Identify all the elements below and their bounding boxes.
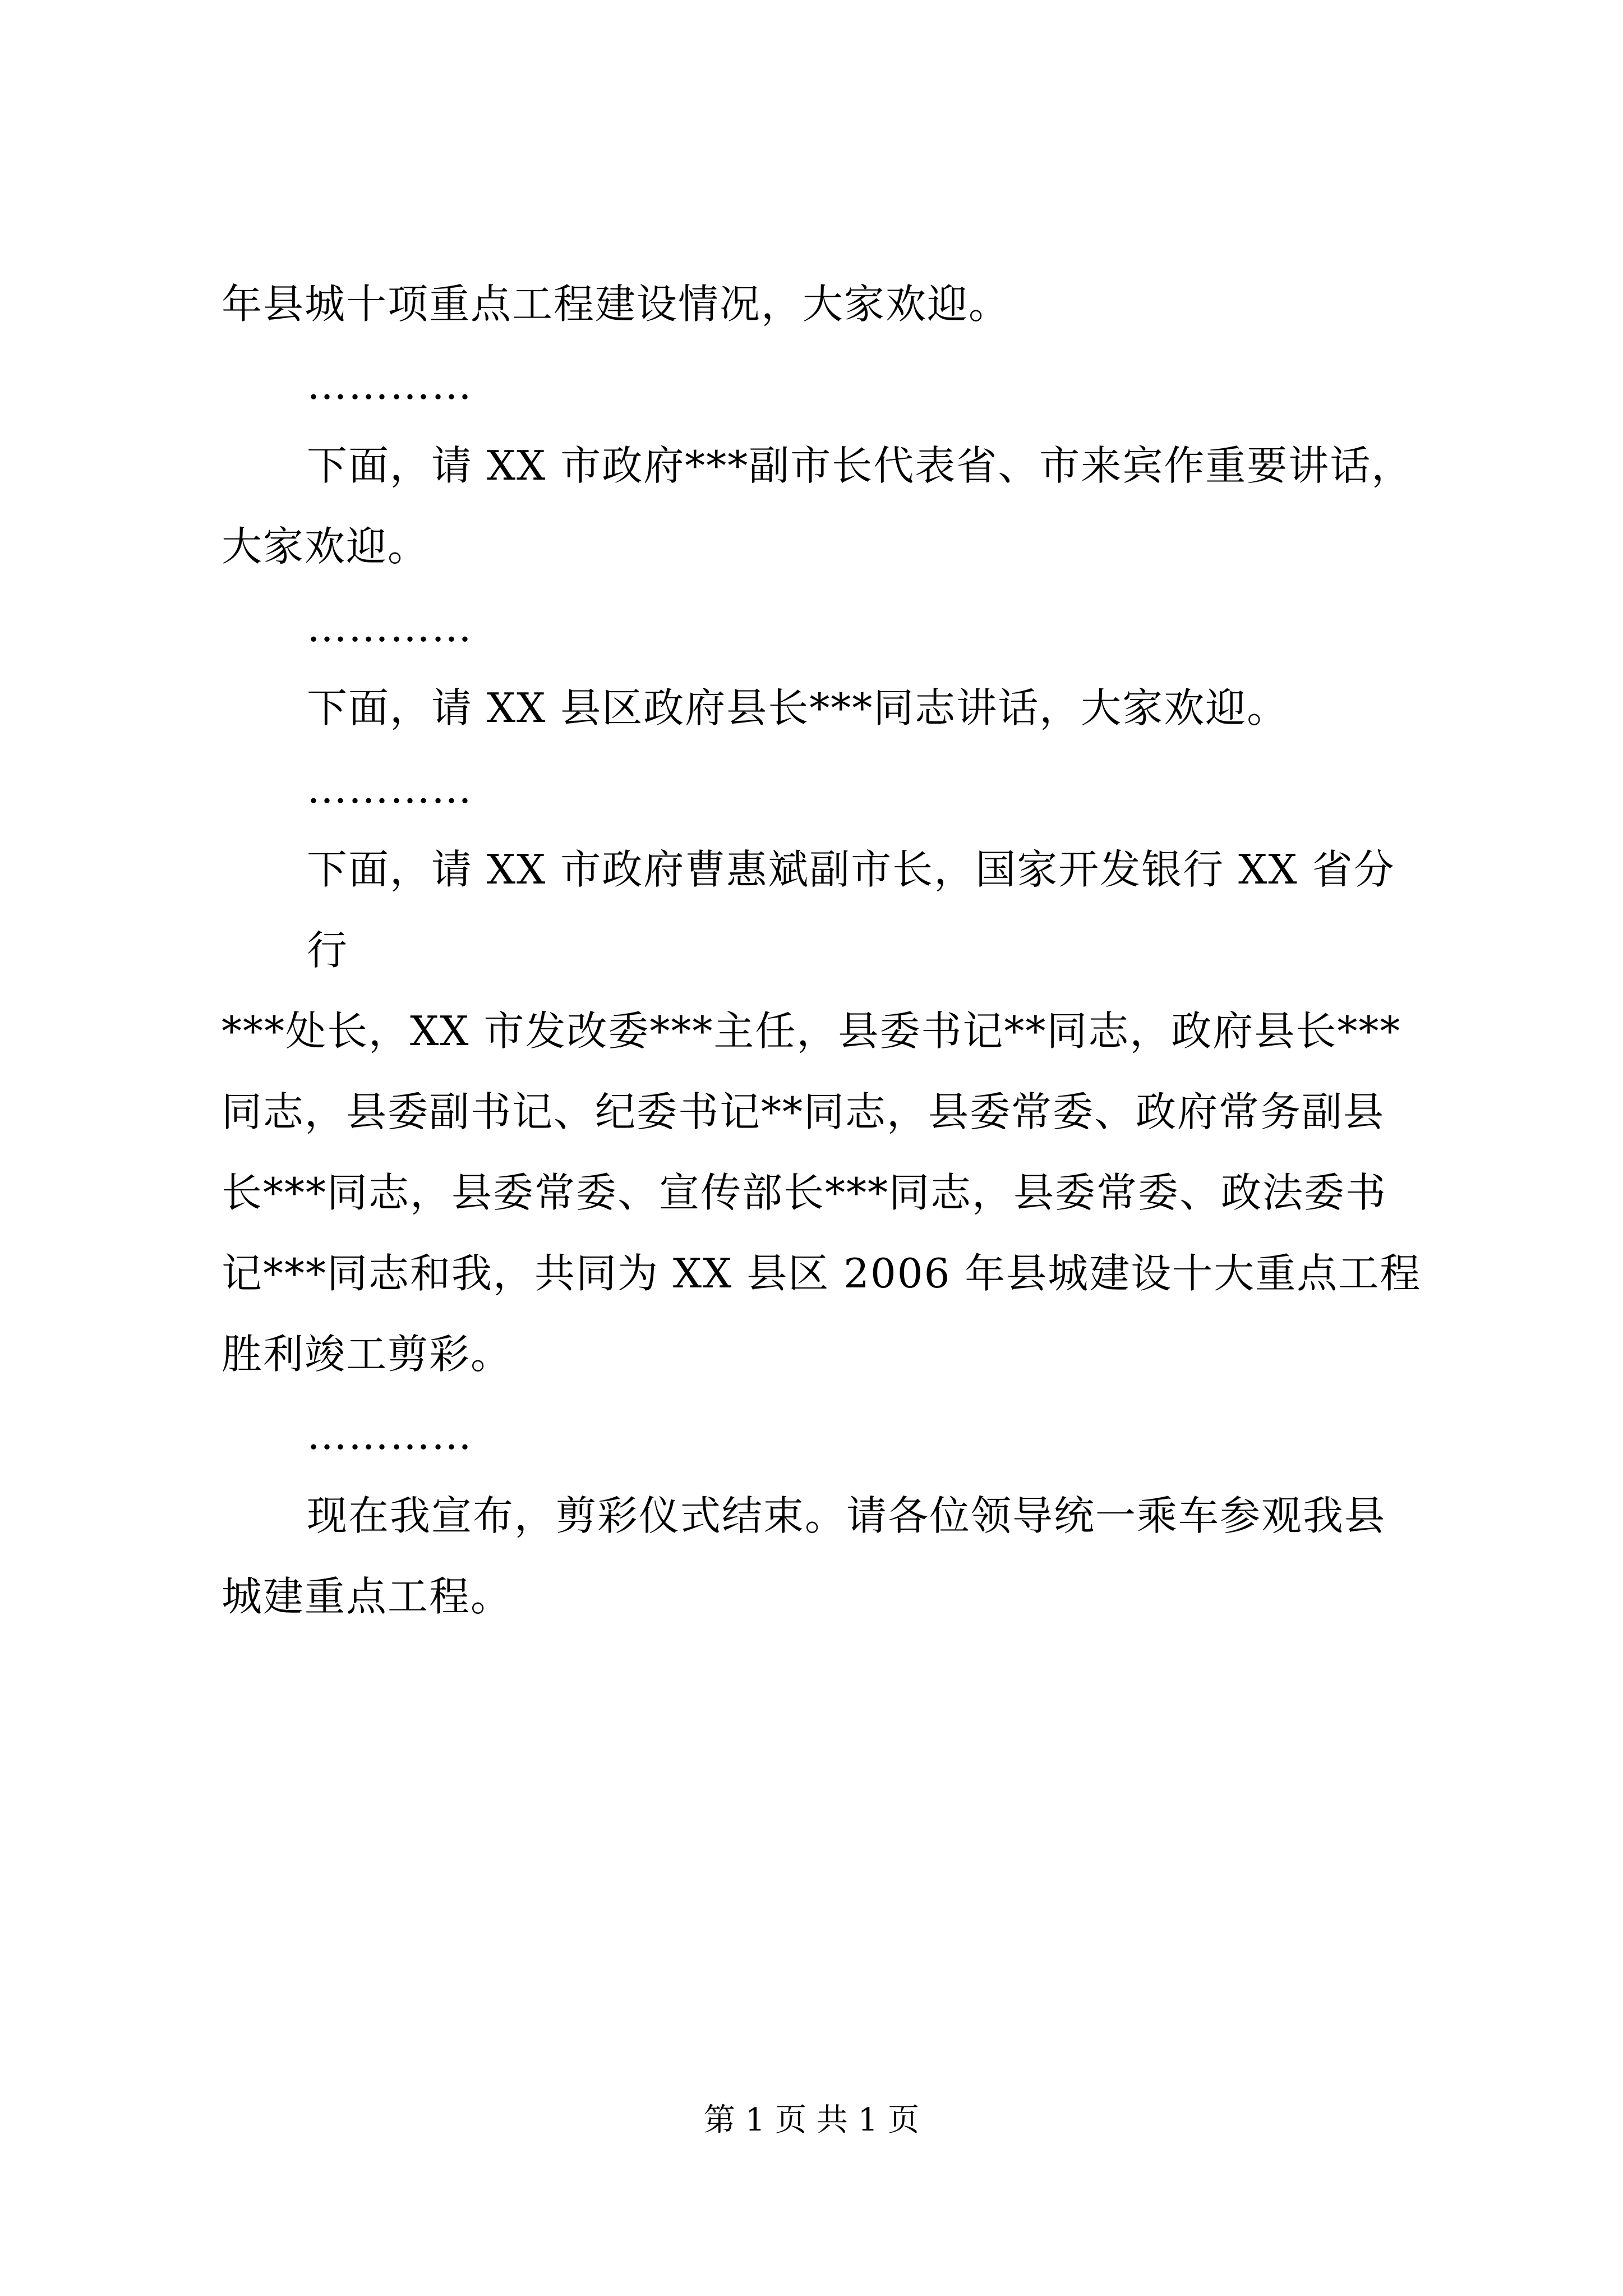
text-line: 同志，县委副书记、纪委书记**同志，县委常委、政府常务副县 [222,1088,1385,1135]
ellipsis-separator: ………… [307,361,473,408]
text-line: 现在我宣布，剪彩仪式结束。请各位领导统一乘车参观我县 [307,1492,1386,1539]
document-body [222,264,1427,1637]
paragraph-county-head-speech [222,668,1427,748]
ellipsis-separator: ………… [307,604,473,651]
paragraph-ribbon-cutting [222,829,1427,1395]
paragraph-vice-mayor-speech [222,425,1427,587]
text-line: 大家欢迎。 [222,523,430,570]
text-line: 长***同志，县委常委、宣传部长***同志，县委常委、政法委书 [222,1169,1387,1216]
paragraph-continuation [222,264,1427,344]
text-line: 胜利竣工剪彩。 [222,1331,513,1378]
ellipsis-separator: ………… [307,1411,473,1458]
text-line: 下面，请 XX 县区政府县长***同志讲话，大家欢迎。 [307,684,1289,731]
text-line: 下面，请 XX 市政府***副市长代表省、市来宾作重要讲话， [307,442,1413,489]
text-line: 下面，请 XX 市政府曹惠斌副市长，国家开发银行 XX 省分行 [307,846,1395,974]
text-line: 城建重点工程。 [222,1573,513,1620]
page-footer: 第 1 页 共 1 页 [703,2102,920,2138]
text-line: ***处长，XX 市发改委***主任，县委书记**同志，政府县长*** [222,1007,1401,1055]
ellipsis-separator: ………… [307,765,473,812]
text-line: 记***同志和我，共同为 XX 县区 2006 年县城建设十大重点工程 [222,1250,1422,1297]
text-line: 年县城十项重点工程建设情况，大家欢迎。 [222,280,1011,328]
paragraph-closing [222,1475,1427,1637]
